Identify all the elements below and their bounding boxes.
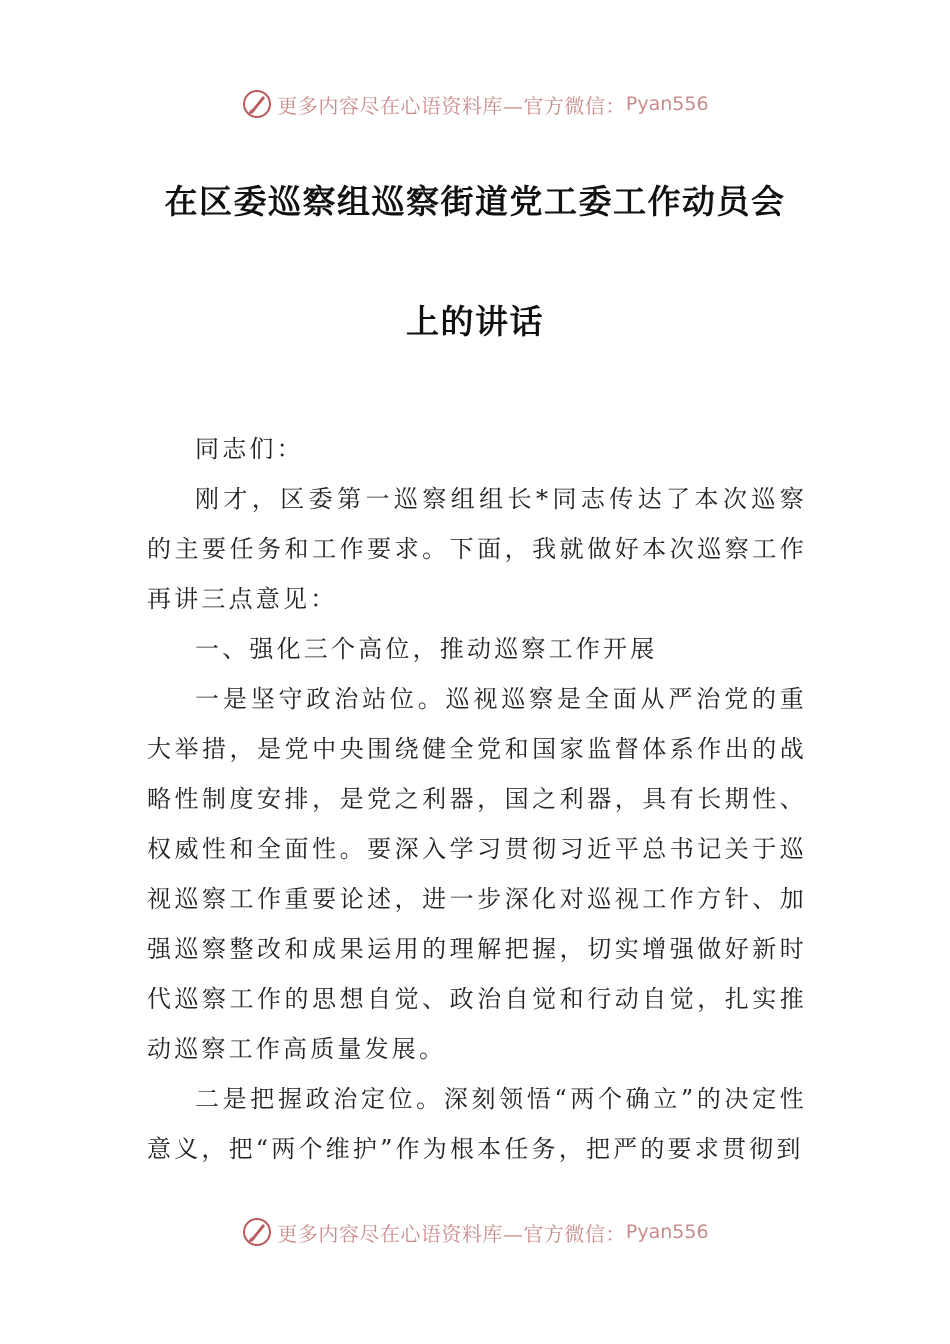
quill-pen-logo-icon	[241, 88, 273, 120]
body-paragraph: 二是把握政治定位。深刻领悟“两个确立”的决定性意义，把“两个维护”作为根本任务，把严的要求贯彻到	[147, 1085, 807, 1163]
salutation: 同志们：	[195, 435, 304, 463]
watermark-text: 更多内容尽在心语资料库—官方微信：	[277, 1221, 626, 1246]
document-body	[147, 424, 807, 1174]
watermark-wechat-id: Pyan556	[625, 1221, 709, 1243]
quill-pen-logo-icon	[241, 1216, 273, 1248]
section-heading: 一、强化三个高位，推动巡察工作开展	[195, 635, 658, 663]
document-title-line-2: 上的讲话	[406, 302, 544, 341]
document-title-line-1: 在区委巡察组巡察街道党工委工作动员会	[164, 182, 786, 221]
watermark-text: 更多内容尽在心语资料库—官方微信：	[277, 93, 626, 118]
watermark-header	[0, 84, 950, 124]
body-paragraph: 一是坚守政治站位。巡视巡察是全面从严治党的重大举措，是党中央围绕健全党和国家监督体系作出的战略性制度安排，是党之利器，国之利器，具有长期性、权威性和全面性。要深入学习贯彻习近平总书记关于巡视巡察工作重要论述，进一步深化对巡视工作方针、加强巡察整改和成果运用的理解把握，切实增强做好新时代巡察工作的思想自觉、政治自觉和行动自觉，扎实推动巡察工作高质量发展。	[147, 685, 807, 1063]
body-paragraph: 刚才，区委第一巡察组组长*同志传达了本次巡察的主要任务和工作要求。下面，我就做好本次巡察工作再讲三点意见：	[147, 485, 807, 613]
watermark-footer	[0, 1212, 950, 1252]
watermark-wechat-id: Pyan556	[625, 93, 709, 115]
